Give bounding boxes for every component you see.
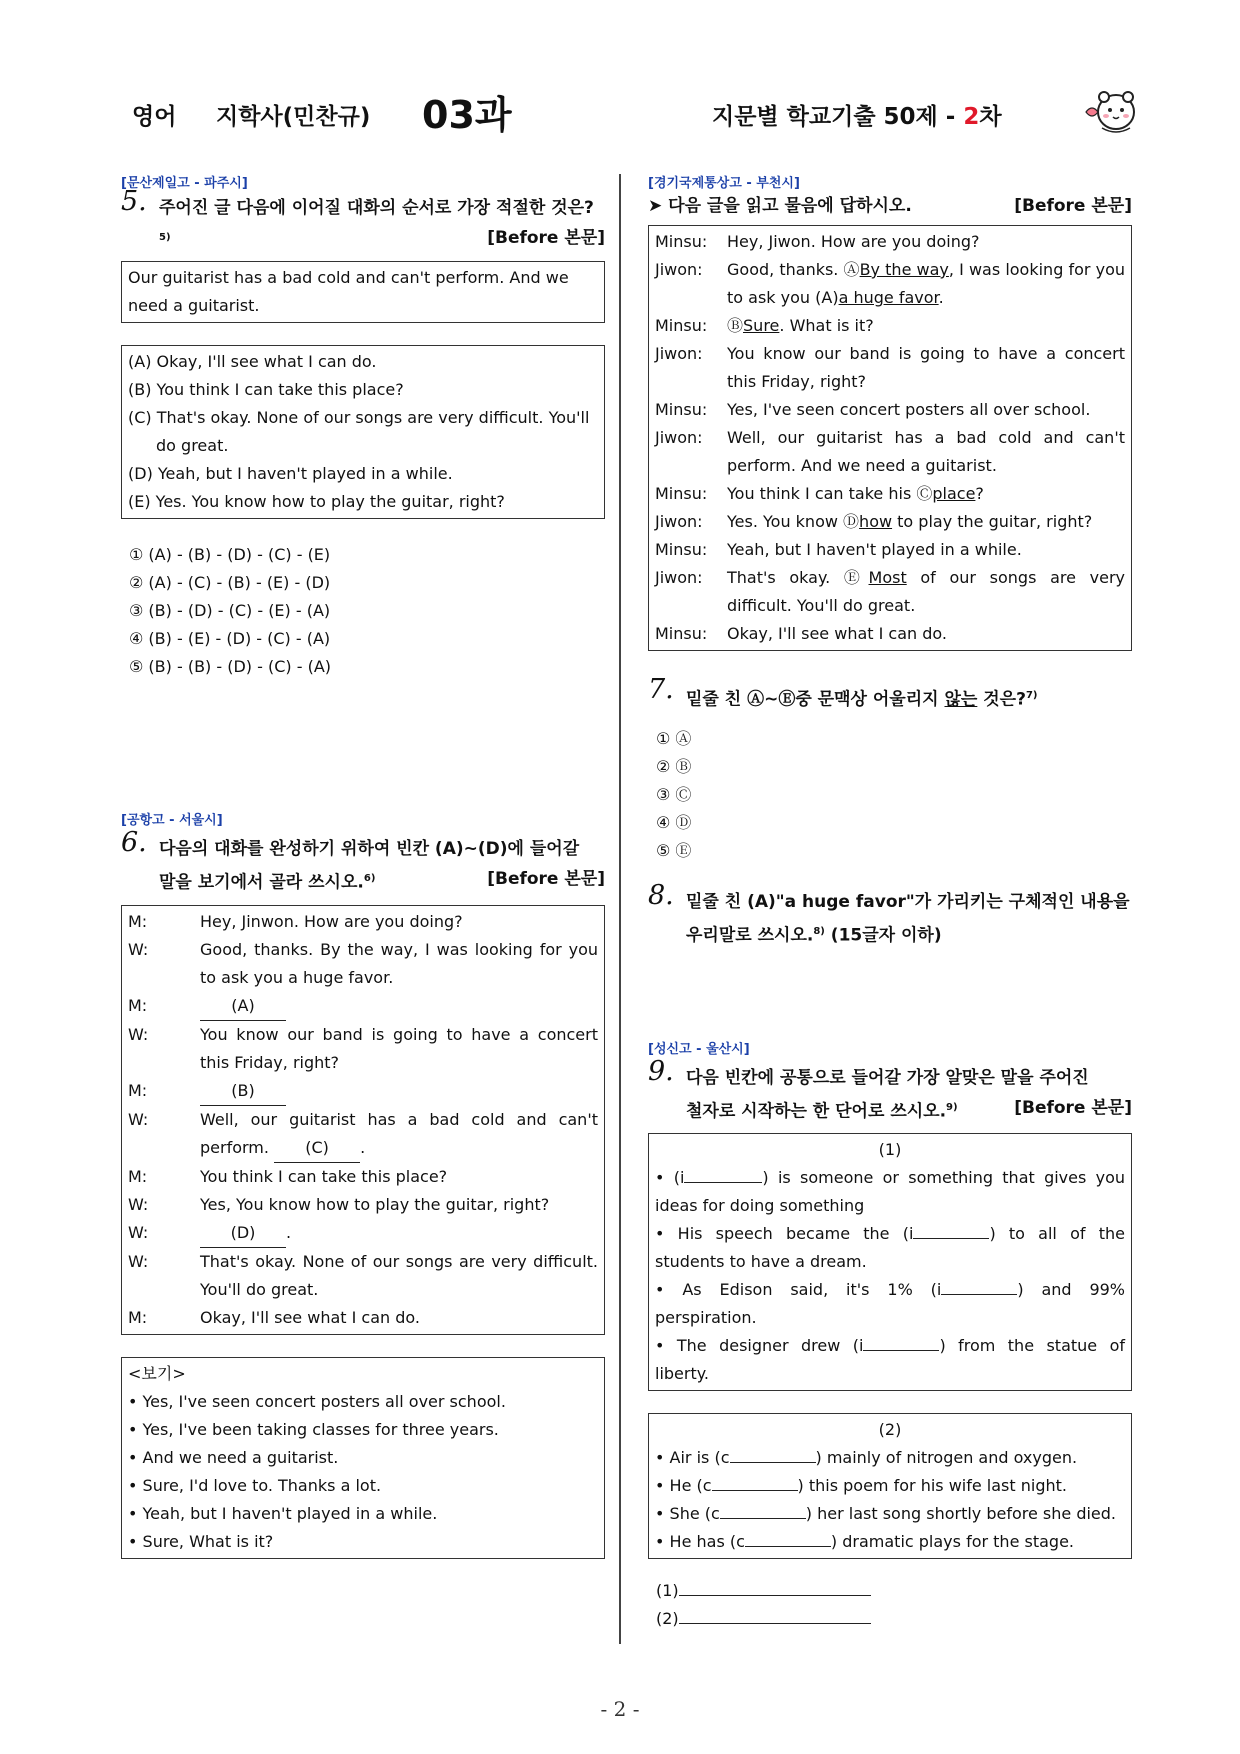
answer-blank[interactable] — [679, 1595, 871, 1596]
bogi-item: • Yes, I've been taking classes for three years. — [128, 1416, 598, 1444]
q5-given-box: Our guitarist has a bad cold and can't perform. And we need a guitarist. — [121, 261, 605, 323]
right-column — [648, 172, 1132, 1633]
lesson-title: 03과 — [422, 93, 512, 137]
q6-dialog-box — [121, 905, 605, 1335]
q5-item: (D) Yeah, but I haven't played in a while. — [128, 463, 453, 483]
sentence: • (i ) is someone or something that gives you ideas for doing something — [655, 1164, 1125, 1220]
sentence: • He (c ) this poem for his wife last night. — [655, 1472, 1125, 1500]
dialog-line: Jiwon: That's okay. ⒺMost of our songs are very difficult. You'll do great. — [655, 568, 1125, 615]
sentence: • His speech became the (i ) to all of the students to have a dream. — [655, 1220, 1125, 1276]
q9-number: 9. — [648, 1056, 674, 1088]
passage-tag: [Before 본문] — [1014, 196, 1132, 216]
q5-item: (C) That's okay. None of our songs are very difficult. You'll — [128, 407, 590, 427]
answer-blank[interactable] — [720, 1518, 806, 1519]
q5-number: 5. — [121, 186, 147, 217]
dialog-line: Minsu: Yeah, but I haven't played in a while. — [655, 540, 1022, 559]
blank-d[interactable]: (D) — [200, 1219, 286, 1248]
box-title: (2) — [878, 1419, 902, 1439]
dialog-line: Minsu: Okay, I'll see what I can do. — [655, 624, 947, 643]
dialog-line: M: (A) — [128, 992, 598, 1021]
q9-source: [성신고 - 울산시] — [648, 1042, 750, 1058]
answer-blank[interactable] — [745, 1546, 831, 1547]
q5-source: [문산제일고 - 파주시] — [121, 176, 248, 191]
bogi-item: • Sure, What is it? — [128, 1528, 598, 1556]
dialog-line: Jiwon: Good, thanks. ⒶBy the way, I was looking for you to ask you (A)a huge favor. — [655, 260, 1126, 307]
q7-number: 7. — [648, 674, 674, 705]
passage-dialog-box — [648, 225, 1132, 651]
q7-choice[interactable]: ② Ⓑ — [656, 756, 692, 776]
q7-choices — [648, 725, 1132, 865]
page-number: - 2 - — [600, 1697, 640, 1721]
left-column — [121, 172, 605, 1559]
q5-choices — [121, 541, 605, 681]
dialog-line: Jiwon: Well, our guitarist has a bad cold and can't perform. And we need a guitarist. — [655, 428, 1125, 475]
q5-choice[interactable]: ② (A) - (C) - (B) - (E) - (D) — [129, 572, 331, 592]
sentence: • As Edison said, it's 1% (i ) and 99% perspiration. — [655, 1276, 1125, 1332]
bogi-item: • Yeah, but I haven't played in a while. — [128, 1500, 598, 1528]
blank-a[interactable]: (A) — [200, 992, 286, 1021]
q7-choice[interactable]: ⑤ Ⓔ — [656, 840, 692, 860]
dialog-line: Minsu: Yes, I've seen concert posters all over school. — [655, 400, 1091, 419]
answer-blank[interactable] — [679, 1623, 871, 1624]
column-divider — [619, 174, 621, 1644]
passage-source: [경기국제통상고 - 부천시] — [648, 176, 800, 191]
q7-choice[interactable]: ④ Ⓓ — [656, 812, 692, 832]
q7-choice[interactable]: ① Ⓐ — [656, 728, 692, 748]
q5-question: 5. 주어진 글 다음에 이어질 대화의 순서로 가장 적절한 것은?$^{5)}$ [Before 본문] — [121, 193, 605, 257]
q6-question: 6. 다음의 대화를 완성하기 위하여 빈칸 (A)~(D)에 들어갈 말을 보기에서 골라 쓰시오.$^{6)}$ [Before 본문] — [121, 826, 605, 893]
bogi-title: <보기> — [128, 1364, 186, 1384]
dialog-line: Minsu: Hey, Jiwon. How are you doing? — [655, 232, 980, 251]
q9-question: 9. 다음 빈칸에 공통으로 들어갈 가장 알맞은 말을 주어진 철자로 시작하는 한 단어로 쓰시오.$^{9)}$ [Before 본문] — [648, 1056, 1132, 1122]
dialog-line: Minsu: ⒷSure. What is it? — [655, 316, 874, 335]
dialog-line: W: (D) . — [128, 1219, 598, 1248]
dialog-line: M: Okay, I'll see what I can do. — [128, 1308, 420, 1328]
sentence: • He has (c ) dramatic plays for the stage. — [655, 1528, 1125, 1556]
dialog-line: W: Yes, You know how to play the guitar, right? — [128, 1195, 550, 1215]
q5-items-box — [121, 345, 605, 519]
sentence: • The designer drew (i ) from the statue of liberty. — [655, 1332, 1125, 1388]
publisher-label: 지학사(민찬규) — [216, 104, 371, 130]
q7-choice[interactable]: ③ Ⓒ — [656, 784, 692, 804]
passage-instruction: ➤ 다음 글을 읽고 물음에 답하시오. [Before 본문] — [648, 193, 1132, 219]
dialog-line: M: (B) — [128, 1077, 598, 1106]
dialog-line: W: Well, our guitarist has a bad cold and can't perform. (C) . — [128, 1106, 598, 1163]
bogi-item: • Sure, I'd love to. Thanks a lot. — [128, 1472, 598, 1500]
q5-choice[interactable]: ④ (B) - (E) - (D) - (C) - (A) — [129, 628, 331, 648]
q9-answers — [648, 1577, 1132, 1633]
answer-blank[interactable] — [684, 1182, 762, 1183]
subject-label: 영어 — [132, 104, 177, 130]
q5-item: (A) Okay, I'll see what I can do. — [128, 351, 377, 371]
dialog-line: Jiwon: Yes. You know Ⓓhow to play the guitar, right? — [655, 512, 1093, 531]
answer-blank[interactable] — [941, 1294, 1017, 1295]
q5-choice[interactable]: ③ (B) - (D) - (C) - (E) - (A) — [129, 600, 331, 620]
blank-b[interactable]: (B) — [200, 1077, 286, 1106]
q5-item: (E) Yes. You know how to play the guitar, right? — [128, 491, 505, 511]
sentence: • Air is (c ) mainly of nitrogen and oxygen. — [655, 1444, 1125, 1472]
answer-blank[interactable] — [913, 1238, 989, 1239]
q6-number: 6. — [121, 826, 147, 858]
bogi-item: • And we need a guitarist. — [128, 1444, 598, 1472]
dialog-line: Minsu: You think I can take his Ⓒplace? — [655, 484, 984, 503]
q7-question: 7. 밑줄 친 Ⓐ~Ⓔ중 문맥상 어울리지 않는 것은?$^{7)}$ — [648, 674, 1038, 710]
q5-item: (B) You think I can take this place? — [128, 379, 404, 399]
dialog-line: M: You think I can take this place? — [128, 1167, 448, 1187]
answer-blank[interactable] — [712, 1490, 798, 1491]
bear-mascot-icon — [1082, 86, 1138, 136]
q5-tag: [Before 본문] — [487, 228, 605, 248]
answer-line-2: (2) — [656, 1605, 1132, 1633]
box-title: (1) — [878, 1139, 902, 1159]
q5-item: do great. — [156, 435, 229, 455]
dialog-line: W: That's okay. None of our songs are very difficult. You'll do great. — [128, 1252, 598, 1300]
q5-choice[interactable]: ⑤ (B) - (B) - (D) - (C) - (A) — [129, 656, 332, 676]
q9-box-1 — [648, 1133, 1132, 1391]
page-header — [132, 84, 1132, 144]
answer-blank[interactable] — [730, 1462, 816, 1463]
q8-question: 8. 밑줄 친 (A)"a huge favor"가 가리키는 구체적인 내용을 우리말로 쓰시오.$^{8)}$ (15글자 이하) — [648, 879, 1130, 946]
q9-box-2 — [648, 1413, 1132, 1559]
q6-source: [공항고 - 서울시] — [121, 812, 223, 828]
q5-choice[interactable]: ① (A) - (B) - (D) - (C) - (E) — [129, 544, 331, 564]
q6-bogi-box — [121, 1357, 605, 1559]
sentence: • She (c ) her last song shortly before she died. — [655, 1500, 1125, 1528]
q8-number: 8. — [648, 879, 674, 911]
bogi-item: • Yes, I've seen concert posters all over school. — [128, 1388, 598, 1416]
series-title: 지문별 학교기출 50제 - 2차 — [712, 104, 1002, 130]
answer-blank[interactable] — [863, 1350, 939, 1351]
dialog-line: W: You know our band is going to have a concert this Friday, right? — [128, 1025, 598, 1073]
dialog-line: Jiwon: You know our band is going to have a concert this Friday, right? — [655, 344, 1125, 391]
q6-tag: [Before 본문] — [487, 868, 605, 889]
dialog-line: W: Good, thanks. By the way, I was looking for you to ask you a huge favor. — [128, 940, 598, 988]
blank-c[interactable]: (C) — [274, 1134, 360, 1163]
dialog-line: M: Hey, Jinwon. How are you doing? — [128, 912, 463, 932]
answer-line-1: (1) — [656, 1577, 1132, 1605]
q9-tag: [Before 본문] — [1014, 1098, 1132, 1119]
